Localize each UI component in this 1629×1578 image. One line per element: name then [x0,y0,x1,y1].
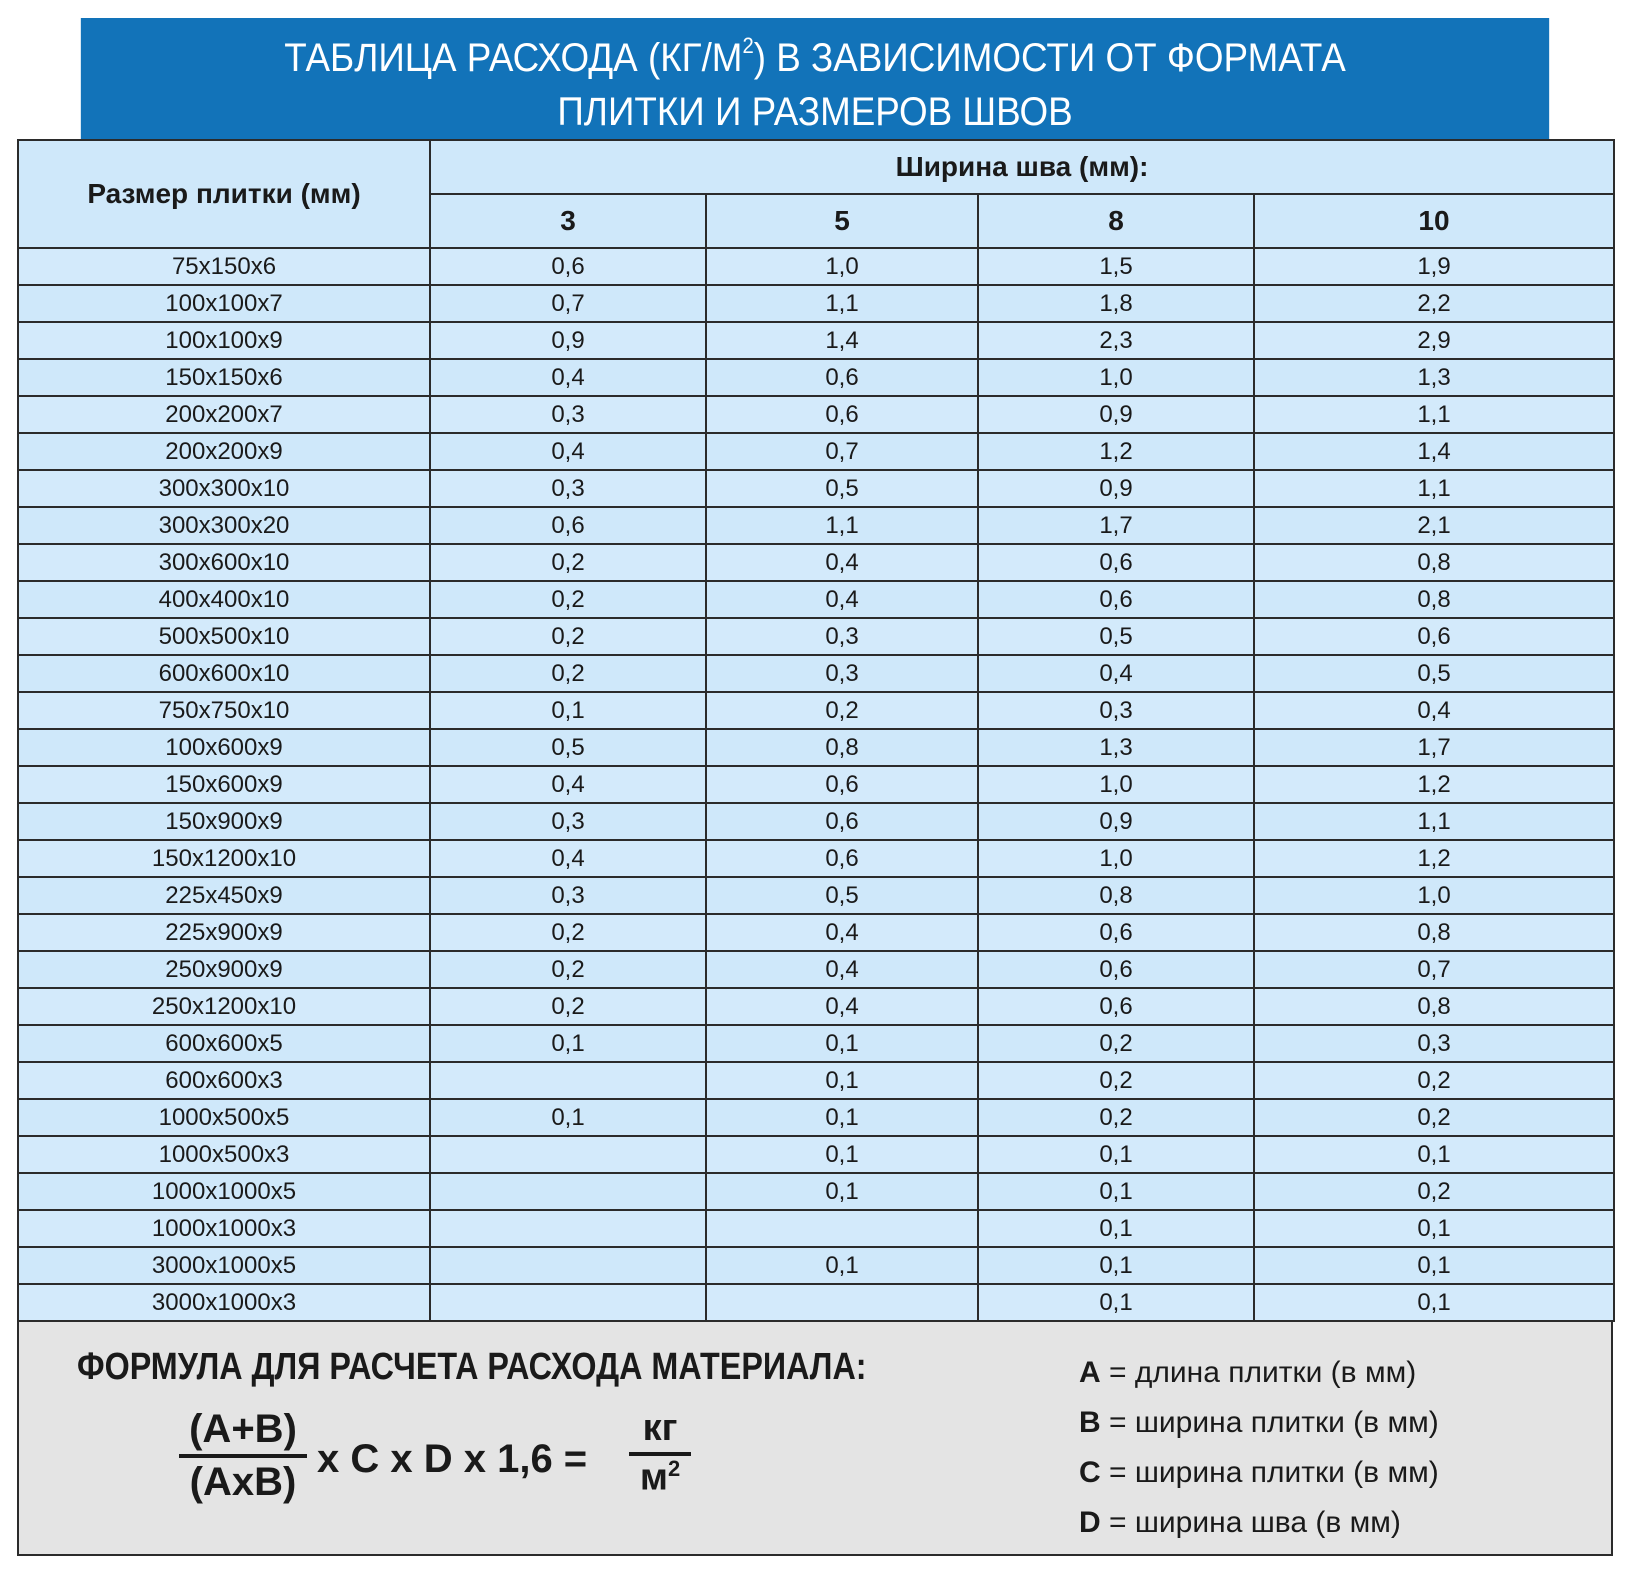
consumption-cell: 0,4 [706,581,978,618]
consumption-cell: 0,9 [430,322,706,359]
consumption-cell: 0,3 [430,803,706,840]
consumption-cell: 1,9 [1254,248,1614,285]
title-line-2: ПЛИТКИ И РАЗМЕРОВ ШВОВ [557,89,1073,134]
consumption-cell: 0,4 [706,544,978,581]
table-row [18,470,1614,507]
consumption-cell [430,1284,706,1321]
consumption-cell [706,1284,978,1321]
consumption-cell: 0,8 [1254,988,1614,1025]
consumption-cell: 0,3 [430,877,706,914]
tile-size-cell: 150x150x6 [18,359,430,396]
consumption-cell: 1,7 [978,507,1254,544]
table-row [18,1062,1614,1099]
tile-size-cell: 1000x1000x5 [18,1173,430,1210]
consumption-cell: 0,1 [1254,1210,1614,1247]
seam-width-header: Ширина шва (мм): [430,140,1614,194]
tile-size-cell: 225x450x9 [18,877,430,914]
consumption-cell: 0,4 [978,655,1254,692]
consumption-cell: 0,4 [430,359,706,396]
consumption-cell: 0,2 [430,544,706,581]
consumption-table [17,139,1615,1322]
table-row [18,1284,1614,1321]
consumption-cell: 0,6 [706,766,978,803]
table-row [18,951,1614,988]
tile-size-cell: 225x900x9 [18,914,430,951]
table-title [81,18,1549,139]
tile-size-cell: 600x600x5 [18,1025,430,1062]
consumption-cell: 0,6 [1254,618,1614,655]
tile-size-cell: 3000x1000x5 [18,1247,430,1284]
size-column-header: Размер плитки (мм) [18,140,430,248]
tile-size-cell: 200x200x9 [18,433,430,470]
table-row [18,655,1614,692]
consumption-cell: 0,6 [706,396,978,433]
table-row [18,1210,1614,1247]
consumption-cell: 1,0 [706,248,978,285]
consumption-cell: 2,1 [1254,507,1614,544]
consumption-cell: 0,1 [706,1173,978,1210]
consumption-cell: 0,4 [706,951,978,988]
consumption-cell: 0,2 [1254,1099,1614,1136]
table-row [18,914,1614,951]
consumption-cell: 0,1 [706,1025,978,1062]
consumption-cell: 1,4 [706,322,978,359]
consumption-cell: 0,1 [430,1099,706,1136]
tile-size-cell: 100x600x9 [18,729,430,766]
tile-size-cell: 300x600x10 [18,544,430,581]
consumption-cell: 1,2 [1254,766,1614,803]
table-row [18,729,1614,766]
tile-size-cell: 300x300x20 [18,507,430,544]
table-row [18,692,1614,729]
table-row [18,285,1614,322]
consumption-cell: 1,1 [1254,470,1614,507]
table-row [18,322,1614,359]
consumption-cell: 1,7 [1254,729,1614,766]
consumption-cell: 0,3 [430,470,706,507]
consumption-cell: 0,8 [706,729,978,766]
table-row [18,581,1614,618]
consumption-cell: 0,2 [430,951,706,988]
consumption-cell: 1,3 [1254,359,1614,396]
table-row [18,840,1614,877]
consumption-cell [430,1136,706,1173]
consumption-cell: 0,2 [1254,1062,1614,1099]
tile-size-cell: 250x1200x10 [18,988,430,1025]
unit-denominator: $м^2$ [639,1456,681,1499]
tile-size-cell: 500x500x10 [18,618,430,655]
column-header-3: 3 [430,194,706,248]
consumption-cell: 0,5 [706,470,978,507]
table-row [18,359,1614,396]
consumption-cell: 1,1 [1254,803,1614,840]
consumption-cell: 1,0 [978,766,1254,803]
consumption-cell: 1,5 [978,248,1254,285]
consumption-cell: 0,7 [1254,951,1614,988]
formula-fraction [179,1407,307,1505]
formula-title: ФОРМУЛА ДЛЯ РАСЧЕТА РАСХОДА МАТЕРИАЛА: [77,1346,867,1388]
table-row [18,988,1614,1025]
consumption-cell: 1,1 [706,507,978,544]
consumption-cell: 0,7 [706,433,978,470]
consumption-cell: 0,3 [1254,1025,1614,1062]
consumption-cell [706,1210,978,1247]
consumption-cell: 1,0 [978,359,1254,396]
consumption-cell [430,1173,706,1210]
consumption-cell: 0,5 [706,877,978,914]
consumption-cell [430,1210,706,1247]
consumption-cell: 0,2 [706,692,978,729]
formula-multipliers: x C x D x 1,6 = [317,1437,588,1481]
table-row [18,1173,1614,1210]
consumption-cell: 1,2 [1254,840,1614,877]
consumption-cell: 1,1 [1254,396,1614,433]
tile-size-cell: 600x600x10 [18,655,430,692]
consumption-cell: 0,1 [430,692,706,729]
consumption-cell: 2,2 [1254,285,1614,322]
consumption-cell: 0,4 [706,914,978,951]
tile-size-cell: 150x1200x10 [18,840,430,877]
consumption-cell: 1,1 [706,285,978,322]
consumption-cell: 0,2 [978,1062,1254,1099]
column-header-10: 10 [1254,194,1614,248]
consumption-cell: 0,3 [978,692,1254,729]
tile-size-cell: 250x900x9 [18,951,430,988]
legend-item: A = длина плитки (в мм) [1079,1356,1417,1389]
title-line-1: ТАБЛИЦА РАСХОДА $(КГ/М^2)$ В ЗАВИСИМОСТИ ОТ ФОРМАТА [284,32,1346,80]
consumption-cell: 0,1 [706,1062,978,1099]
consumption-cell: 0,7 [430,285,706,322]
consumption-cell: 2,3 [978,322,1254,359]
legend-item: B = ширина плитки (в мм) [1079,1406,1439,1439]
consumption-cell: 0,6 [706,803,978,840]
consumption-cell: 0,3 [706,655,978,692]
column-header-5: 5 [706,194,978,248]
formula-denominator: (AxB) [189,1460,297,1504]
column-header-8: 8 [978,194,1254,248]
consumption-cell: 0,6 [706,359,978,396]
tile-size-cell: 200x200x7 [18,396,430,433]
formula-numerator: (A+B) [179,1407,307,1458]
consumption-cell: 0,6 [706,840,978,877]
consumption-cell: 0,1 [978,1173,1254,1210]
consumption-table-sheet [17,18,1613,1556]
table-row [18,544,1614,581]
tile-size-cell: 100x100x9 [18,322,430,359]
consumption-cell: 0,2 [1254,1173,1614,1210]
consumption-cell: 0,3 [430,396,706,433]
tile-size-cell: 3000x1000x3 [18,1284,430,1321]
tile-size-cell: 300x300x10 [18,470,430,507]
consumption-cell: 0,8 [1254,544,1614,581]
tile-size-cell: 1000x500x3 [18,1136,430,1173]
table-row [18,1136,1614,1173]
consumption-cell: 0,6 [978,581,1254,618]
table-body [18,248,1614,1321]
consumption-cell: 0,1 [1254,1247,1614,1284]
consumption-cell: 1,2 [978,433,1254,470]
consumption-cell: 0,2 [978,1099,1254,1136]
consumption-cell: 0,2 [430,581,706,618]
consumption-cell: 0,2 [978,1025,1254,1062]
consumption-cell: 0,5 [430,729,706,766]
consumption-cell: 0,1 [706,1099,978,1136]
consumption-cell: 1,8 [978,285,1254,322]
table-row [18,396,1614,433]
consumption-cell [430,1247,706,1284]
consumption-cell: 2,9 [1254,322,1614,359]
tile-size-cell: 75x150x6 [18,248,430,285]
consumption-cell: 0,1 [430,1025,706,1062]
consumption-cell: 0,1 [1254,1136,1614,1173]
formula-legend [1079,1348,1439,1548]
consumption-cell: 0,1 [978,1247,1254,1284]
consumption-cell: 0,1 [1254,1284,1614,1321]
consumption-cell: 0,6 [978,914,1254,951]
consumption-cell: 0,1 [706,1247,978,1284]
consumption-cell: 0,1 [978,1210,1254,1247]
consumption-cell: 1,4 [1254,433,1614,470]
consumption-cell: 1,0 [1254,877,1614,914]
table-row [18,766,1614,803]
consumption-cell [430,1062,706,1099]
table-row [18,1025,1614,1062]
table-row [18,877,1614,914]
consumption-cell: 0,4 [430,840,706,877]
table-row [18,1247,1614,1284]
table-row [18,507,1614,544]
unit-numerator: кг [629,1407,691,1456]
consumption-cell: 0,2 [430,618,706,655]
consumption-cell: 0,1 [978,1136,1254,1173]
table-row [18,248,1614,285]
consumption-cell: 0,2 [430,988,706,1025]
consumption-cell: 0,6 [978,988,1254,1025]
tile-size-cell: 750x750x10 [18,692,430,729]
consumption-cell: 0,6 [430,248,706,285]
tile-size-cell: 600x600x3 [18,1062,430,1099]
tile-size-cell: 1000x500x5 [18,1099,430,1136]
consumption-cell: 0,6 [978,951,1254,988]
legend-item: D = ширина шва (в мм) [1079,1506,1401,1539]
table-row [18,618,1614,655]
consumption-cell: 0,4 [430,766,706,803]
formula-panel [17,1322,1613,1556]
consumption-cell: 0,6 [430,507,706,544]
consumption-cell: 0,3 [706,618,978,655]
table-row [18,1099,1614,1136]
tile-size-cell: 150x600x9 [18,766,430,803]
consumption-cell: 0,9 [978,470,1254,507]
tile-size-cell: 100x100x7 [18,285,430,322]
consumption-cell: 0,2 [430,655,706,692]
legend-item: C = ширина плитки (в мм) [1079,1456,1439,1489]
consumption-cell: 0,8 [978,877,1254,914]
consumption-cell: 0,9 [978,396,1254,433]
consumption-cell: 0,1 [706,1136,978,1173]
consumption-cell: 0,4 [1254,692,1614,729]
consumption-cell: 0,4 [430,433,706,470]
consumption-cell: 0,1 [978,1284,1254,1321]
consumption-cell: 1,0 [978,840,1254,877]
tile-size-cell: 400x400x10 [18,581,430,618]
tile-size-cell: 150x900x9 [18,803,430,840]
consumption-cell: 0,4 [706,988,978,1025]
consumption-cell: 0,8 [1254,914,1614,951]
consumption-cell: 0,5 [978,618,1254,655]
table-row [18,433,1614,470]
consumption-cell: 0,6 [978,544,1254,581]
consumption-cell: 0,8 [1254,581,1614,618]
table-row [18,803,1614,840]
formula-unit [629,1407,691,1500]
consumption-cell: 1,3 [978,729,1254,766]
consumption-cell: 0,9 [978,803,1254,840]
consumption-cell: 0,2 [430,914,706,951]
tile-size-cell: 1000x1000x3 [18,1210,430,1247]
consumption-cell: 0,5 [1254,655,1614,692]
